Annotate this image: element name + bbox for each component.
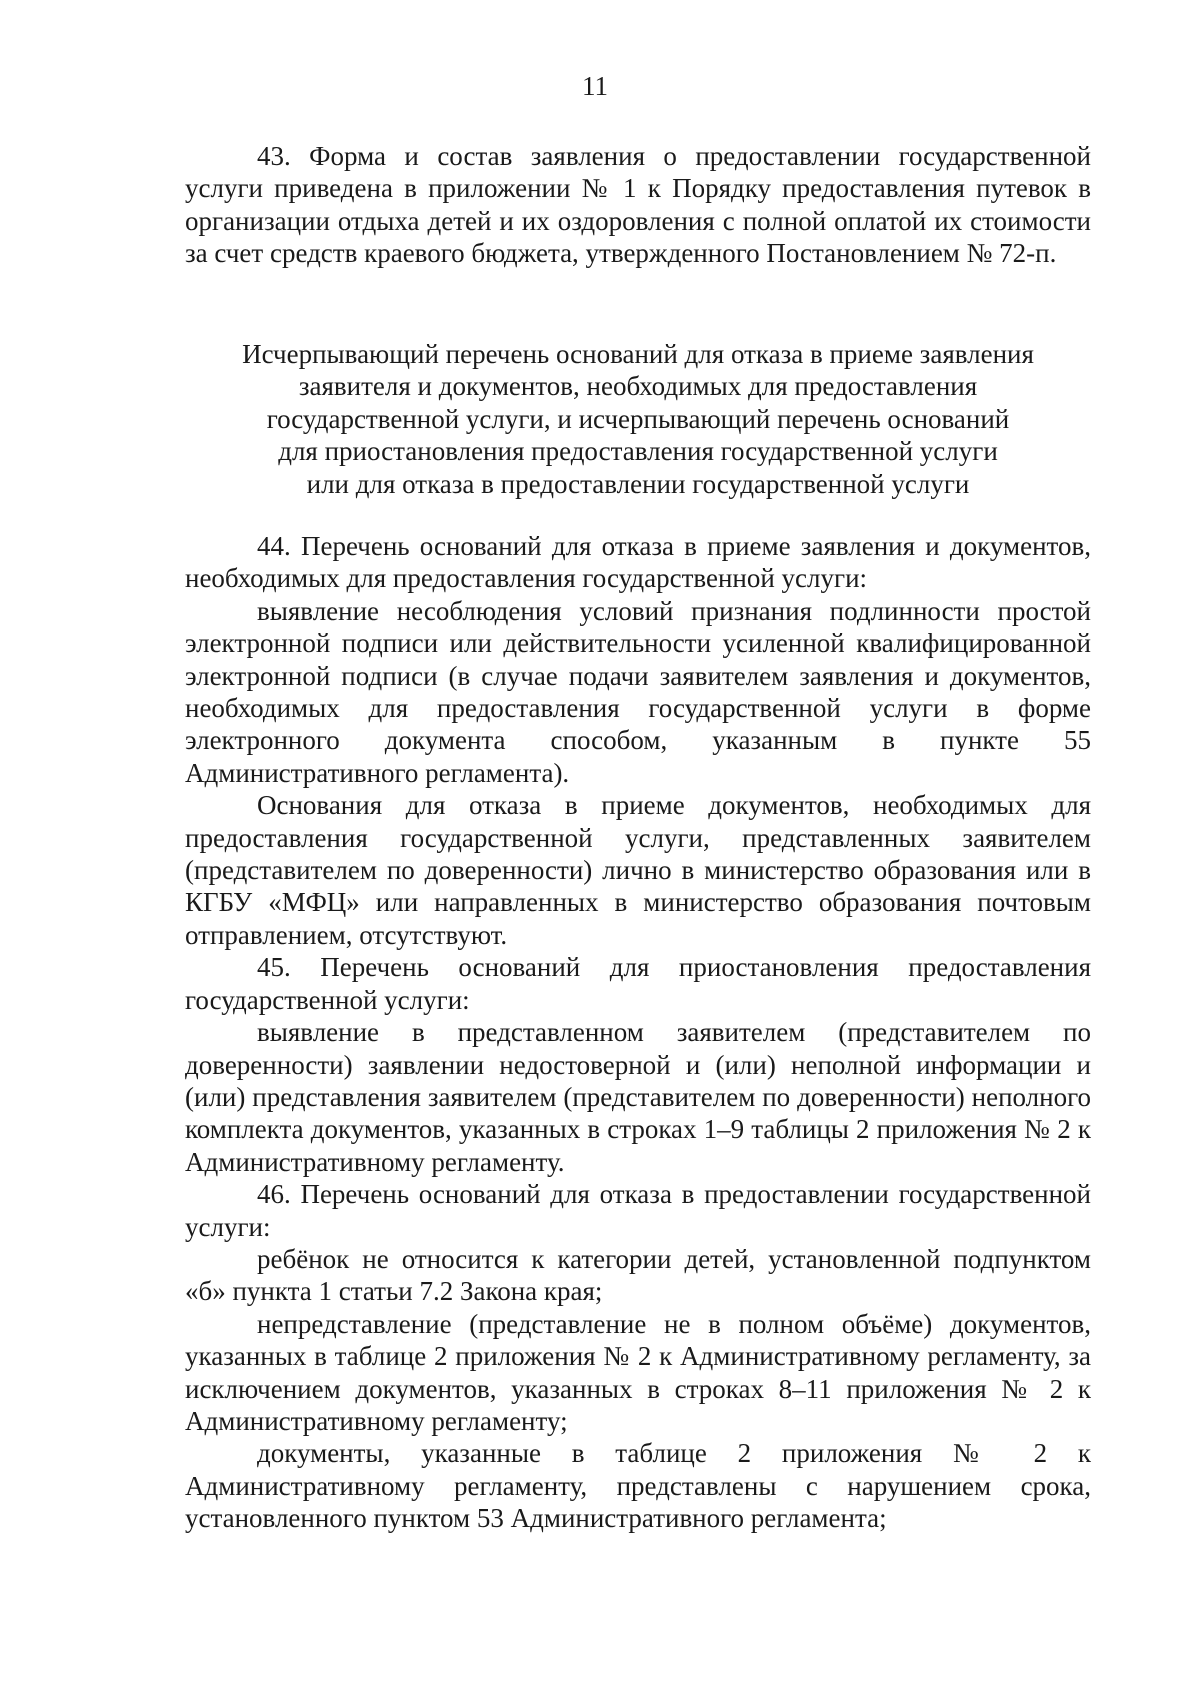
section-heading-line: государственной услуги, и исчерпывающий перечень оснований — [266, 403, 1010, 434]
paragraph-46-intro: 46. Перечень оснований для отказа в предоставлении государственной услуги: — [185, 1179, 1091, 1242]
section-heading-line: для приостановления предоставления государственной услуги — [278, 436, 998, 467]
section-heading-line: или для отказа в предоставлении государственной услуги — [306, 468, 970, 499]
paragraph-46-item-category: ребёнок не относится к категории детей, установленной подпунктом «б» пункта 1 статьи 7.2 Закона края; — [185, 1243, 1091, 1307]
paragraph-44-signature-check: выявление несоблюдения условий признания подлинности простой электронной подписи или действительности усиленной квалифицированной электронной подписи (в случае подачи заявителем заявления и документов, необходимых для предоставления государственной услуги в форме электронного документа способом, указанным в пункте 55 Административного регламента). — [185, 595, 1091, 788]
page-number: 11 — [582, 71, 608, 101]
paragraph-43: 43. Форма и состав заявления о предоставлении государственной услуги приведена в приложении № 1 к Порядку предоставления путевок в организации отдыха детей и их оздоровления с полной оплатой их стоимости за счет средств краевого бюджета, утвержденного Постановлением № 72-п. — [185, 141, 1091, 269]
paragraph-45-item: выявление в представленном заявителем (представителем по доверенности) заявлении недостоверной и (или) неполной информации и (или) представления заявителем (представителем по доверенности) неполного комплекта документов, указанных в строках 1–9 таблицы 2 приложения № 2 к Административному регламенту. — [185, 1017, 1091, 1177]
section-heading — [185, 338, 1091, 500]
document-body — [185, 530, 1091, 1535]
paragraph-46-item-documents: непредставление (представление не в полном объёме) документов, указанных в таблице 2 приложения № 2 к Административному регламенту, за исключением документов, указанных в строках 8–11 приложения № 2 к Административному регламенту; — [185, 1308, 1091, 1436]
section-heading-line: заявителя и документов, необходимых для предоставления — [298, 371, 978, 402]
paragraph-44-no-grounds: Основания для отказа в приеме документов, необходимых для предоставления государственной услуги, представленных заявителем (представителем по доверенности) лично в министерство образования или в КГБУ «МФЦ» или направленных в министерство образования почтовым отправлением, отсутствуют. — [185, 790, 1091, 950]
paragraph-45-intro: 45. Перечень оснований для приостановления предоставления государственной услуги: — [185, 952, 1091, 1015]
paragraph-43-block — [185, 140, 1091, 270]
section-heading-line: Исчерпывающий перечень оснований для отказа в приеме заявления — [242, 339, 1034, 369]
paragraph-46-item-deadline: документы, указанные в таблице 2 приложения № 2 к Административному регламенту, представлены с нарушением срока, установленного пунктом 53 Административного регламента; — [185, 1438, 1091, 1534]
paragraph-44-intro: 44. Перечень оснований для отказа в приеме заявления и документов, необходимых для предоставления государственной услуги: — [185, 531, 1091, 594]
